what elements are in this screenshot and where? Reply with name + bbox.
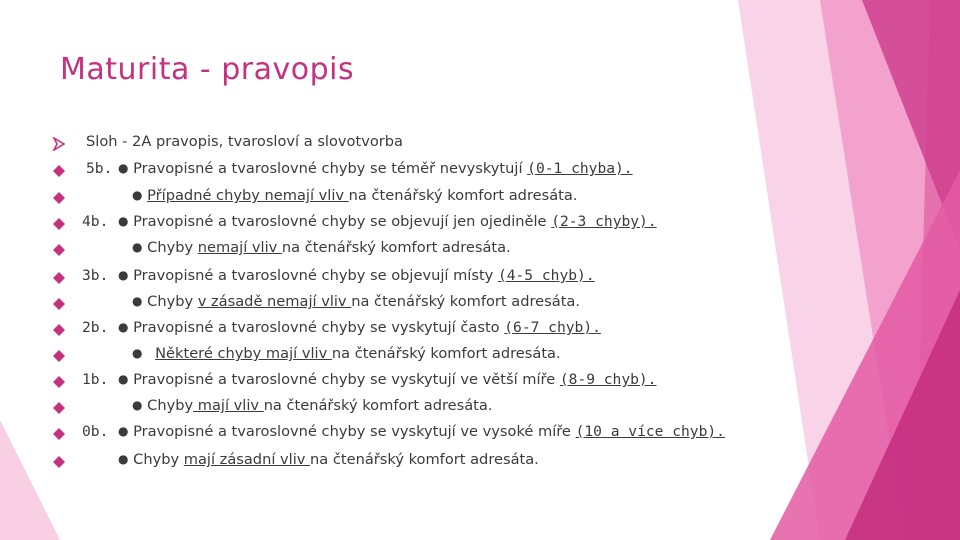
grade-label: 0b. (82, 423, 109, 440)
criterion-text: Pravopisné a tvaroslovné chyby se objevují místy (133, 267, 498, 284)
criterion-text: Některé chyby mají vliv (155, 345, 332, 362)
criterion-text: Pravopisné a tvaroslovné chyby se objevují jen ojediněle (133, 213, 552, 230)
diamond-bullet-icon (52, 217, 66, 231)
dot-icon: ● (132, 346, 143, 360)
criterion-text: Pravopisné a tvaroslovné chyby se téměř nevyskytují (133, 160, 528, 177)
diamond-bullet-icon (52, 271, 66, 285)
diamond-bullet-icon (52, 375, 66, 389)
criterion-text: Chyby (147, 239, 198, 256)
criterion-text: v zásadě nemají vliv (197, 293, 352, 310)
list-item (0, 293, 760, 319)
criterion-text: mají zásadní vliv (183, 451, 311, 468)
list-item (0, 187, 760, 213)
criterion-text: na čtenářský komfort adresáta. (310, 451, 539, 468)
error-count: (6-7 chyb). (504, 319, 601, 336)
criterion-text: na čtenářský komfort adresáta. (351, 293, 580, 310)
dot-icon: ● (132, 398, 143, 412)
dot-icon: ● (118, 161, 129, 175)
diamond-bullet-icon (52, 243, 66, 257)
criterion-text: na čtenářský komfort adresáta. (281, 239, 511, 256)
error-count: (10 a více chyb). (575, 423, 725, 440)
list-item (0, 423, 760, 449)
criterion-text: na čtenářský komfort adresáta. (263, 397, 493, 414)
list-item (0, 267, 760, 293)
grade-label: 1b. (82, 371, 109, 388)
list-item (0, 133, 760, 159)
grade-label: 4b. (82, 213, 109, 230)
criterion-text: Chyby (133, 451, 184, 468)
list-item (0, 213, 760, 239)
error-count: (2-3 chyby). (551, 213, 657, 230)
criterion-text: Pravopisné a tvaroslovné chyby se vyskytují ve větší míře (133, 371, 560, 388)
criterion-text: Případné chyby nemají vliv (147, 187, 349, 204)
criterion-text: Chyby (147, 397, 194, 414)
criterion-text: na čtenářský komfort adresáta. (348, 187, 578, 204)
error-count: (4-5 chyb). (497, 267, 595, 284)
criterion-text: nemají vliv (197, 239, 282, 256)
error-count: (0-1 chyba). (527, 160, 633, 177)
criterion-text: na čtenářský komfort adresáta. (331, 345, 561, 362)
dot-icon: ● (118, 424, 129, 438)
list-item-text: Sloh - 2A pravopis, tvarosloví a slovotvorba (86, 133, 403, 150)
arrow-bullet-icon (52, 137, 66, 151)
dot-icon: ● (132, 188, 143, 202)
list-item (0, 451, 760, 477)
dot-icon: ● (118, 320, 129, 334)
diamond-bullet-icon (52, 349, 66, 363)
grade-label: 2b. (82, 319, 109, 336)
criterion-text: mají vliv (193, 397, 264, 414)
criterion-text: Pravopisné a tvaroslovné chyby se vyskytují ve vysoké míře (133, 423, 576, 440)
diamond-bullet-icon (52, 297, 66, 311)
list-item (0, 397, 760, 423)
list-item (0, 345, 760, 371)
diamond-bullet-icon (52, 164, 66, 178)
dot-icon: ● (118, 214, 129, 228)
list-item (0, 371, 760, 397)
diamond-bullet-icon (52, 427, 66, 441)
diamond-bullet-icon (52, 401, 66, 415)
dot-icon: ● (118, 268, 129, 282)
dot-icon: ● (132, 294, 143, 308)
diamond-bullet-icon (52, 323, 66, 337)
grade-label: 5b. (86, 160, 113, 177)
criterion-text: Chyby (147, 293, 198, 310)
grade-label: 3b. (82, 267, 109, 284)
list-item (0, 160, 760, 186)
diamond-bullet-icon (52, 191, 66, 205)
dot-icon: ● (118, 452, 129, 466)
error-count: (8-9 chyb). (559, 371, 657, 388)
diamond-bullet-icon (52, 455, 66, 469)
list-item (0, 319, 760, 345)
criterion-text: Pravopisné a tvaroslovné chyby se vyskytují často (133, 319, 505, 336)
dot-icon: ● (132, 240, 143, 254)
list-item (0, 239, 760, 265)
slide-title: Maturita - pravopis (60, 52, 355, 87)
dot-icon: ● (118, 372, 129, 386)
